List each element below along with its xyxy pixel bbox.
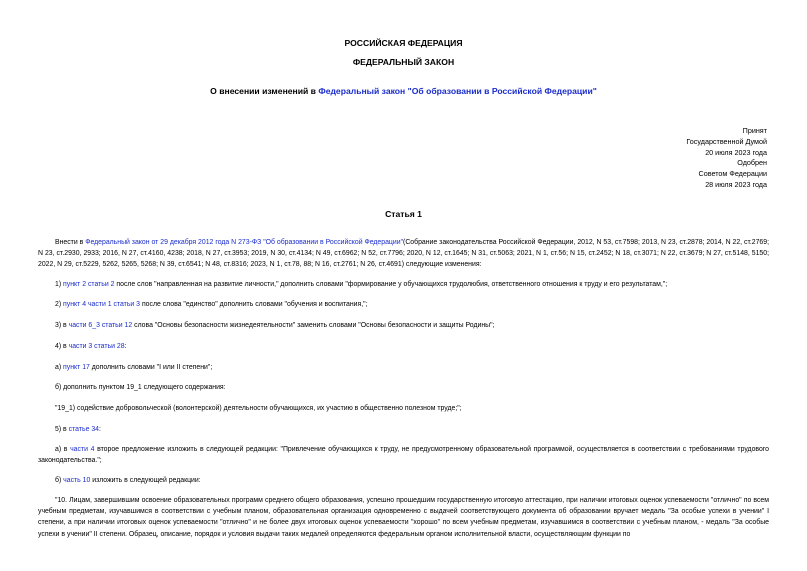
item-2 bbox=[38, 299, 769, 310]
text: 3) в bbox=[55, 322, 69, 329]
amended-law-link[interactable]: Федеральный закон "Об образовании в Российской Федерации" bbox=[318, 86, 597, 96]
law-title-prefix: О внесении изменений в bbox=[210, 86, 319, 96]
item-4 bbox=[38, 341, 769, 352]
item-4b-quote: "19_1) содействие добровольческой (волонтерской) деятельности обучающихся, их участию в общественно полезном труде;"; bbox=[55, 405, 462, 412]
adopted-date: 20 июля 2023 года bbox=[705, 147, 767, 157]
intro-paragraph bbox=[38, 237, 769, 271]
item-5b bbox=[38, 475, 769, 486]
approved-date: 28 июля 2023 года bbox=[705, 179, 767, 189]
law-273-link[interactable]: Федеральный закон от 29 декабря 2012 года N 273-ФЗ "Об образовании в Российской Федерации" bbox=[85, 239, 404, 246]
item-4-link[interactable]: части 3 статьи 28 bbox=[68, 343, 125, 350]
item-5a bbox=[38, 444, 769, 466]
item-5 bbox=[38, 424, 769, 435]
text: а) в bbox=[55, 446, 71, 453]
text: после слов "направленная на развитие личности," дополнить словами "формирование у обучающихся трудолюбия, ответственного отношения к труду и его результатам,"; bbox=[114, 281, 668, 288]
item-3-link[interactable]: части 6_3 статьи 12 bbox=[68, 322, 133, 329]
article-title: Статья 1 bbox=[385, 209, 422, 219]
text: слова "Основы безопасности жизнедеятельности" заменить словами "Основы безопасности и защиты Родины"; bbox=[132, 322, 495, 329]
text: Внести в bbox=[55, 239, 86, 246]
item-1 bbox=[38, 279, 769, 290]
text: дополнить словами "I или II степени"; bbox=[89, 364, 213, 371]
item-5b-link[interactable]: часть 10 bbox=[63, 477, 91, 484]
approved-by: Советом Федерации bbox=[698, 169, 767, 179]
text: 4) в bbox=[55, 343, 69, 350]
item-1-link[interactable]: пункт 2 статьи 2 bbox=[63, 281, 115, 288]
text: второе предложение изложить в следующей редакции: "Привлечение обучающихся к труду, не предусмотренному образовательной программой, осуществляется в соответствии с требованиями трудового законодательства."; bbox=[38, 446, 770, 465]
item-4b: б) дополнить пунктом 19_1 следующего содержания: bbox=[55, 384, 226, 391]
text: : bbox=[99, 426, 101, 433]
approved-label: Одобрен bbox=[737, 158, 767, 168]
text: 1) bbox=[55, 281, 64, 288]
adopted-by: Государственной Думой bbox=[686, 136, 767, 146]
text: изложить в следующей редакции: bbox=[90, 477, 201, 484]
text: а) bbox=[55, 364, 64, 371]
item-5a-link[interactable]: части 4 bbox=[70, 446, 95, 453]
text: 5) в bbox=[55, 426, 69, 433]
item-2-link[interactable]: пункт 4 части 1 статьи 3 bbox=[63, 301, 141, 308]
adopted-label: Принят bbox=[742, 126, 767, 135]
text: б) bbox=[55, 477, 64, 484]
law-type-heading: ФЕДЕРАЛЬНЫЙ ЗАКОН bbox=[352, 57, 455, 67]
item-5b-quote: "10. Лицам, завершившим освоение образовательных программ среднего общего образования, успешно прошедшим государственную итоговую аттестацию, при наличии итоговых оценок успеваемости "отлично" по всем учебным предметам, изучавшимся в соответствии с учебным планом, образовательная организация одновременно с выдачей соответствующего документа об образовании вручает медаль "За особые успехи в учении" I степени, а при наличии итоговых оценок успеваемости "отлично" и не более двух итоговых оценок успеваемости "хорошо" по всем учебным предметам, изучавшимся в соответствии с учебным планом, - медаль "За особые успехи в учении" II степени. Образец, описание, порядок и условия выдачи таких медалей определяются федеральным органом исполнительной власти, осуществляющим функции по bbox=[38, 497, 769, 538]
text: : bbox=[124, 343, 127, 350]
item-3 bbox=[38, 320, 769, 331]
country-heading: РОССИЙСКАЯ ФЕДЕРАЦИЯ bbox=[344, 38, 463, 48]
item-5-link[interactable]: статье 34 bbox=[68, 426, 99, 433]
text: после слова "единство" дополнить словами "обучения и воспитания,"; bbox=[140, 301, 368, 308]
item-4a-link[interactable]: пункт 17 bbox=[63, 364, 90, 371]
item-4a bbox=[38, 362, 769, 373]
law-title bbox=[0, 86, 807, 97]
text: (Собрание законодательства Российской Федерации, 2012, N 53, ст.7598; 2013, N 23, ст.2878; 2014, N 22, ст.2769; N 23, ст.2930, 2933; 2016, N 27, ст.4160, 4238; 2018, N 27, ст.3953; 2019, N 30, ст.4134; N 49, ст.6962; N 52, ст.7796; 2020, N 12, ст.1645; N 31, ст.5063; 2021, N 1, ст.56; N 15, ст.2452; N 18, ст.3071; N 22, ст.3679; N 27, ст.5148, 5150; 2022, N 29, ст.5229, 5262, 5265, 5268; N 39, ст.6541; N 48, ст.8316; 2023, N 1, ст.78, 88; N 16, ст.2761; N 26, ст.4691) следующие изменения: bbox=[38, 239, 769, 269]
text: 2) bbox=[55, 301, 64, 308]
adoption-block bbox=[567, 126, 767, 191]
